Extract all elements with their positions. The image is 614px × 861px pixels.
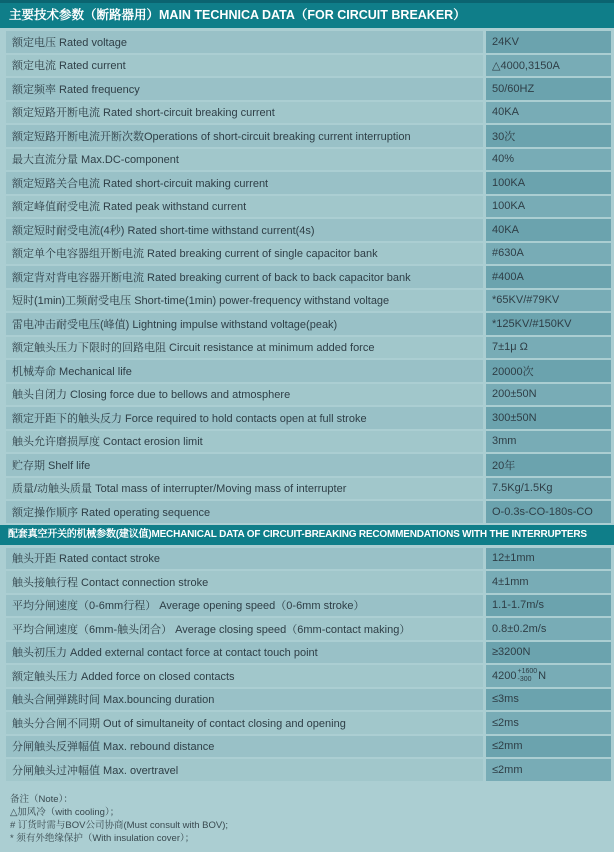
table-row xyxy=(6,243,611,265)
row-label: 平均合闸速度（6mm-触头闭合） Average closing speed（6mm-contact making） xyxy=(6,618,483,640)
table-row xyxy=(6,31,611,53)
table-row xyxy=(6,595,611,617)
row-label: 触头自闭力 Closing force due to bellows and atmosphere xyxy=(6,384,483,406)
row-value: 100KA xyxy=(486,172,611,194)
table-row xyxy=(6,337,611,359)
row-value: *125KV/#150KV xyxy=(486,313,611,335)
row-label: 触头开距 Rated contact stroke xyxy=(6,548,483,570)
section-header-mechanical: 配套真空开关的机械参数(建议值)MECHANICAL DATA OF CIRCUIT-BREAKING RECOMMENDATIONS WITH THE INTERRUPTERS xyxy=(0,525,614,545)
row-label: 触头分合闸不同期 Out of simultaneity of contact closing and opening xyxy=(6,712,483,734)
table-row xyxy=(6,172,611,194)
table-row xyxy=(6,55,611,77)
row-label: 触头允许磨损厚度 Contact erosion limit xyxy=(6,431,483,453)
row-label: 雷电冲击耐受电压(峰值) Lightning impulse withstand voltage(peak) xyxy=(6,313,483,335)
row-label: 额定操作顺序 Rated operating sequence xyxy=(6,501,483,523)
row-value: 30次 xyxy=(486,125,611,147)
row-value: 3mm xyxy=(486,431,611,453)
row-label: 额定电压 Rated voltage xyxy=(6,31,483,53)
table-row xyxy=(6,642,611,664)
table-row xyxy=(6,196,611,218)
row-label: 触头初压力 Added external contact force at contact touch point xyxy=(6,642,483,664)
row-value: ≤3ms xyxy=(486,689,611,711)
row-label: 额定频率 Rated frequency xyxy=(6,78,483,100)
row-label: 额定短路开断电流开断次数Operations of short-circuit breaking current interruption xyxy=(6,125,483,147)
row-value: 300±50N xyxy=(486,407,611,429)
table-row xyxy=(6,78,611,100)
row-label: 平均分闸速度（0-6mm行程） Average opening speed（0-6mm stroke） xyxy=(6,595,483,617)
note-line: # 订货时需与BOV公司协商(Must consult with BOV); xyxy=(10,819,229,831)
row-value: 4±1mm xyxy=(486,571,611,593)
row-label: 贮存期 Shelf life xyxy=(6,454,483,476)
table-row xyxy=(6,571,611,593)
table-row xyxy=(6,290,611,312)
table-row xyxy=(6,759,611,781)
value-tolerance: +1600 -300 xyxy=(517,668,538,683)
row-value: 24KV xyxy=(486,31,611,53)
row-label: 质量/动触头质量 Total mass of interrupter/Moving mass of interrupter xyxy=(6,478,483,500)
table-row xyxy=(6,454,611,476)
notes-block xyxy=(0,783,614,845)
row-value: ≥3200N xyxy=(486,642,611,664)
row-label: 额定单个电容器组开断电流 Rated breaking current of single capacitor bank xyxy=(6,243,483,265)
row-label: 额定背对背电容器开断电流 Rated breaking current of back to back capacitor bank xyxy=(6,266,483,288)
table-row xyxy=(6,689,611,711)
table-row xyxy=(6,407,611,429)
table-row xyxy=(6,384,611,406)
row-value: 40KA xyxy=(486,219,611,241)
row-label: 额定短路开断电流 Rated short-circuit breaking current xyxy=(6,102,483,124)
table-row xyxy=(6,501,611,523)
row-value: 20年 xyxy=(486,454,611,476)
row-value: O-0.3s-CO-180s-CO xyxy=(486,501,611,523)
row-value: 7.5Kg/1.5Kg xyxy=(486,478,611,500)
row-value: ≤2ms xyxy=(486,712,611,734)
row-value: 200±50N xyxy=(486,384,611,406)
row-label: 额定短时耐受电流(4秒) Rated short-time withstand current(4s) xyxy=(6,219,483,241)
table-row xyxy=(6,431,611,453)
table-row xyxy=(6,712,611,734)
row-value: *65KV/#79KV xyxy=(486,290,611,312)
row-value: 1.1-1.7m/s xyxy=(486,595,611,617)
table-row xyxy=(6,618,611,640)
row-value: ≤2mm xyxy=(486,759,611,781)
row-label: 额定电流 Rated current xyxy=(6,55,483,77)
row-value: #630A xyxy=(486,243,611,265)
row-label: 触头合闸弹跳时间 Max.bouncing duration xyxy=(6,689,483,711)
table-row xyxy=(6,360,611,382)
note-line: * 须有外绝缘保护（With insulation cover）； xyxy=(10,832,195,844)
row-label: 最大直流分量 Max.DC-component xyxy=(6,149,483,171)
table-row xyxy=(6,665,611,687)
section-header-main: 主要技术参数（断路器用）MAIN TECHNICA DATA（FOR CIRCUIT BREAKER） xyxy=(0,0,614,28)
row-label: 机械寿命 Mechanical life xyxy=(6,360,483,382)
mechanical-data-table xyxy=(6,548,611,781)
note-line: 备注（Note）： xyxy=(10,793,73,805)
row-label: 额定短路关合电流 Rated short-circuit making current xyxy=(6,172,483,194)
row-label: 短时(1min)工频耐受电压 Short-time(1min) power-frequency withstand voltage xyxy=(6,290,483,312)
row-value: ≤2mm xyxy=(486,736,611,758)
table-row xyxy=(6,478,611,500)
row-value: 0.8±0.2m/s xyxy=(486,618,611,640)
table-row xyxy=(6,219,611,241)
table-row xyxy=(6,266,611,288)
table-row xyxy=(6,313,611,335)
row-value: 40% xyxy=(486,149,611,171)
row-label: 分闸触头反弹幅值 Max. rebound distance xyxy=(6,736,483,758)
table-row xyxy=(6,548,611,570)
row-value: △4000,3150A xyxy=(486,55,611,77)
row-value: 50/60HZ xyxy=(486,78,611,100)
row-value: 40KA xyxy=(486,102,611,124)
row-value: #400A xyxy=(486,266,611,288)
row-value: 20000次 xyxy=(486,360,611,382)
row-value: 7±1μ Ω xyxy=(486,337,611,359)
row-label: 额定开距下的触头反力 Force required to hold contacts open at full stroke xyxy=(6,407,483,429)
table-row xyxy=(6,102,611,124)
row-value: 12±1mm xyxy=(486,548,611,570)
row-value: 4200 +1600 -300 N xyxy=(486,665,611,687)
row-label: 触头接触行程 Contact connection stroke xyxy=(6,571,483,593)
row-label: 分闸触头过冲幅值 Max. overtravel xyxy=(6,759,483,781)
main-data-table xyxy=(6,31,611,523)
table-row xyxy=(6,149,611,171)
table-row xyxy=(6,736,611,758)
table-row xyxy=(6,125,611,147)
row-label: 额定触头压力下限时的回路电阻 Circuit resistance at minimum added force xyxy=(6,337,483,359)
note-line: △加风冷（with cooling）； xyxy=(10,806,120,818)
row-value: 100KA xyxy=(486,196,611,218)
row-label: 额定峰值耐受电流 Rated peak withstand current xyxy=(6,196,483,218)
row-label: 额定触头压力 Added force on closed contacts xyxy=(6,665,483,687)
